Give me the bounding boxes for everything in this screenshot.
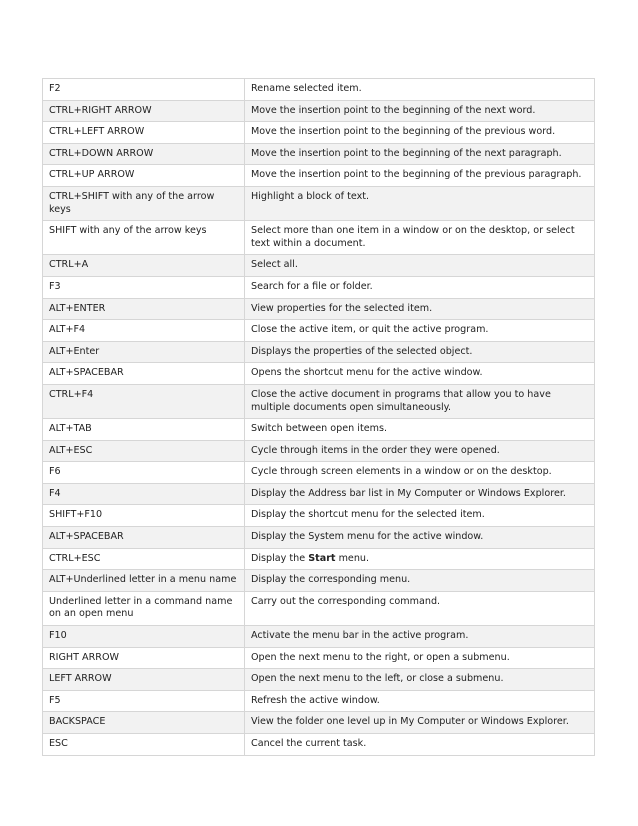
shortcut-key: CTRL+DOWN ARROW bbox=[43, 143, 245, 165]
table-row bbox=[43, 143, 595, 165]
shortcut-key: F6 bbox=[43, 462, 245, 484]
shortcut-key: CTRL+SHIFT with any of the arrow keys bbox=[43, 186, 245, 220]
table-row bbox=[43, 384, 595, 418]
shortcut-key: CTRL+RIGHT ARROW bbox=[43, 100, 245, 122]
shortcut-description: Display the corresponding menu. bbox=[245, 570, 595, 592]
table-row bbox=[43, 690, 595, 712]
shortcut-table bbox=[42, 78, 595, 756]
shortcut-description bbox=[245, 548, 595, 570]
shortcut-key: ALT+ESC bbox=[43, 440, 245, 462]
shortcut-key: ALT+Enter bbox=[43, 341, 245, 363]
shortcut-key: CTRL+F4 bbox=[43, 384, 245, 418]
table-row bbox=[43, 712, 595, 734]
table-row bbox=[43, 79, 595, 101]
shortcut-key: Underlined letter in a command name on an open menu bbox=[43, 591, 245, 625]
shortcut-description: Search for a file or folder. bbox=[245, 276, 595, 298]
shortcut-key: F10 bbox=[43, 626, 245, 648]
shortcut-description: Rename selected item. bbox=[245, 79, 595, 101]
shortcut-description: Opens the shortcut menu for the active window. bbox=[245, 363, 595, 385]
table-row bbox=[43, 363, 595, 385]
shortcut-key: CTRL+A bbox=[43, 255, 245, 277]
table-row bbox=[43, 186, 595, 220]
shortcut-key: LEFT ARROW bbox=[43, 669, 245, 691]
shortcut-key: F3 bbox=[43, 276, 245, 298]
table-row bbox=[43, 505, 595, 527]
table-row bbox=[43, 548, 595, 570]
shortcut-description: Open the next menu to the left, or close a submenu. bbox=[245, 669, 595, 691]
start-menu-label: Start bbox=[308, 552, 336, 564]
shortcut-description: Highlight a block of text. bbox=[245, 186, 595, 220]
desc-text-after: menu. bbox=[335, 552, 370, 564]
shortcut-description: Cycle through screen elements in a window or on the desktop. bbox=[245, 462, 595, 484]
table-row bbox=[43, 255, 595, 277]
shortcut-description: Displays the properties of the selected object. bbox=[245, 341, 595, 363]
shortcut-key: ESC bbox=[43, 734, 245, 756]
table-row bbox=[43, 122, 595, 144]
shortcut-description: Display the System menu for the active window. bbox=[245, 527, 595, 549]
table-row bbox=[43, 100, 595, 122]
shortcut-table-body bbox=[43, 79, 595, 756]
shortcut-description: Display the Address bar list in My Computer or Windows Explorer. bbox=[245, 483, 595, 505]
table-row bbox=[43, 647, 595, 669]
shortcut-description: Move the insertion point to the beginning of the next word. bbox=[245, 100, 595, 122]
shortcut-description: Move the insertion point to the beginning of the previous word. bbox=[245, 122, 595, 144]
shortcut-key: F2 bbox=[43, 79, 245, 101]
shortcut-key: SHIFT with any of the arrow keys bbox=[43, 221, 245, 255]
shortcut-key: ALT+SPACEBAR bbox=[43, 363, 245, 385]
shortcut-description: Cycle through items in the order they were opened. bbox=[245, 440, 595, 462]
table-row bbox=[43, 221, 595, 255]
shortcut-description: View properties for the selected item. bbox=[245, 298, 595, 320]
shortcut-description: Move the insertion point to the beginning of the previous paragraph. bbox=[245, 165, 595, 187]
shortcut-key: ALT+SPACEBAR bbox=[43, 527, 245, 549]
shortcut-key: CTRL+ESC bbox=[43, 548, 245, 570]
shortcut-key: CTRL+UP ARROW bbox=[43, 165, 245, 187]
shortcut-key: RIGHT ARROW bbox=[43, 647, 245, 669]
table-row bbox=[43, 734, 595, 756]
table-row bbox=[43, 298, 595, 320]
shortcut-description: View the folder one level up in My Computer or Windows Explorer. bbox=[245, 712, 595, 734]
table-row bbox=[43, 462, 595, 484]
table-row bbox=[43, 440, 595, 462]
table-row bbox=[43, 483, 595, 505]
table-row bbox=[43, 320, 595, 342]
shortcut-key: ALT+F4 bbox=[43, 320, 245, 342]
table-row bbox=[43, 591, 595, 625]
shortcut-description: Open the next menu to the right, or open a submenu. bbox=[245, 647, 595, 669]
shortcut-description: Carry out the corresponding command. bbox=[245, 591, 595, 625]
shortcut-description: Move the insertion point to the beginning of the next paragraph. bbox=[245, 143, 595, 165]
table-row bbox=[43, 570, 595, 592]
table-row bbox=[43, 626, 595, 648]
shortcut-key: ALT+TAB bbox=[43, 419, 245, 441]
shortcut-description: Display the shortcut menu for the selected item. bbox=[245, 505, 595, 527]
shortcut-key: ALT+ENTER bbox=[43, 298, 245, 320]
shortcut-key: F5 bbox=[43, 690, 245, 712]
table-row bbox=[43, 669, 595, 691]
shortcut-description: Activate the menu bar in the active program. bbox=[245, 626, 595, 648]
shortcut-key: SHIFT+F10 bbox=[43, 505, 245, 527]
table-row bbox=[43, 341, 595, 363]
table-row bbox=[43, 165, 595, 187]
table-row bbox=[43, 527, 595, 549]
shortcut-key: ALT+Underlined letter in a menu name bbox=[43, 570, 245, 592]
shortcut-description: Select all. bbox=[245, 255, 595, 277]
shortcut-description: Switch between open items. bbox=[245, 419, 595, 441]
shortcut-description: Refresh the active window. bbox=[245, 690, 595, 712]
shortcut-description: Close the active document in programs that allow you to have multiple documents open simultaneously. bbox=[245, 384, 595, 418]
shortcut-key: F4 bbox=[43, 483, 245, 505]
shortcut-description: Select more than one item in a window or on the desktop, or select text within a document. bbox=[245, 221, 595, 255]
shortcut-description: Close the active item, or quit the active program. bbox=[245, 320, 595, 342]
shortcut-key: CTRL+LEFT ARROW bbox=[43, 122, 245, 144]
shortcut-description: Cancel the current task. bbox=[245, 734, 595, 756]
table-row bbox=[43, 276, 595, 298]
desc-text-before: Display the bbox=[251, 552, 309, 564]
table-row bbox=[43, 419, 595, 441]
shortcut-key: BACKSPACE bbox=[43, 712, 245, 734]
